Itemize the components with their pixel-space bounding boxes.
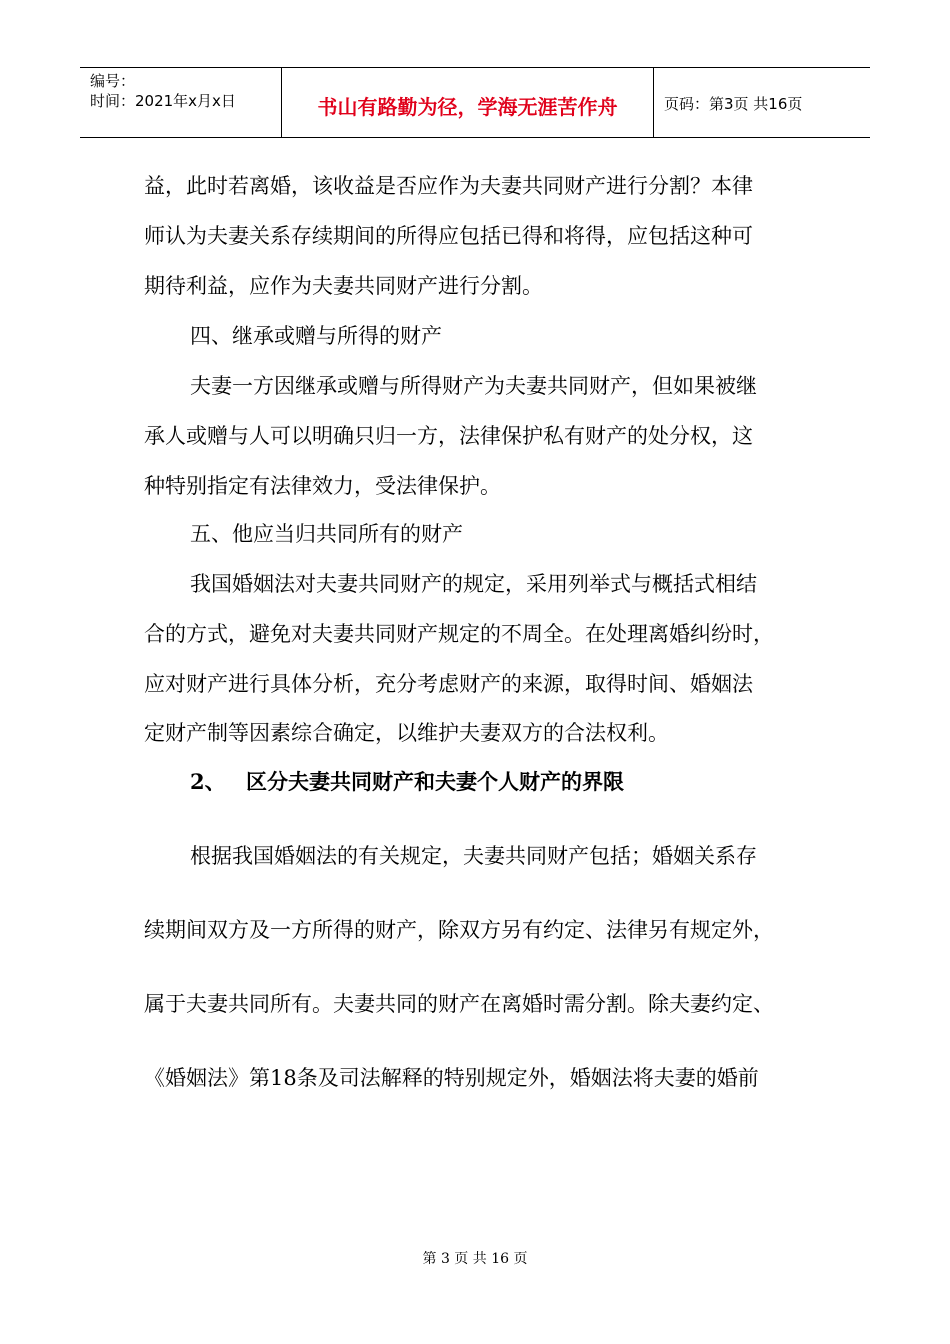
paragraph-line: 合的方式，避免对夫妻共同财产规定的不周全。在处理离婚纠纷时， <box>144 622 774 646</box>
header-meta-cell <box>80 68 282 137</box>
paragraph-line: 属于夫妻共同所有。夫妻共同的财产在离婚时需分割。除夫妻约定、 <box>144 992 774 1016</box>
document-id-label: 编号： <box>90 72 136 90</box>
paragraph-line: 师认为夫妻关系存续期间的所得应包括已得和将得，应包括这种可 <box>144 224 753 248</box>
paragraph-line: 夫妻一方因继承或赠与所得财产为夫妻共同财产，但如果被继 <box>190 374 757 398</box>
paragraph-line: 承人或赠与人可以明确只归一方，法律保护私有财产的处分权，这 <box>144 424 753 448</box>
header-motto-cell <box>282 68 654 137</box>
section-heading: 五、他应当归共同所有的财产 <box>190 522 463 546</box>
header-page-info: 页码：第3页 共16页 <box>664 95 803 113</box>
document-time-label: 时间：2021年x月x日 <box>90 92 236 110</box>
paragraph-line: 期待利益，应作为夫妻共同财产进行分割。 <box>144 274 543 298</box>
page-footer: 第 3 页 共 16 页 <box>422 1251 528 1267</box>
paragraph-line: 我国婚姻法对夫妻共同财产的规定，采用列举式与概括式相结 <box>190 572 757 596</box>
page-header <box>80 67 870 138</box>
header-motto: 书山有路勤为径，学海无涯苦作舟 <box>317 95 618 119</box>
paragraph-line: 应对财产进行具体分析，充分考虑财产的来源，取得时间、婚姻法 <box>144 672 753 696</box>
section-heading: 四、继承或赠与所得的财产 <box>190 324 442 348</box>
paragraph-line: 种特别指定有法律效力，受法律保护。 <box>144 474 501 498</box>
paragraph-line: 根据我国婚姻法的有关规定，夫妻共同财产包括；婚姻关系存 <box>190 844 757 868</box>
paragraph-line: 《婚姻法》第18条及司法解释的特别规定外，婚姻法将夫妻的婚前 <box>144 1066 759 1090</box>
paragraph-line: 续期间双方及一方所得的财产，除双方另有约定、法律另有规定外， <box>144 918 774 942</box>
paragraph-line: 定财产制等因素综合确定，以维护夫妻双方的合法权利。 <box>144 721 669 745</box>
paragraph-line: 益，此时若离婚，该收益是否应作为夫妻共同财产进行分割？本律 <box>144 174 753 198</box>
subsection-heading <box>190 768 624 796</box>
header-page-cell <box>654 68 870 137</box>
subsection-title: 区分夫妻共同财产和夫妻个人财产的界限 <box>246 769 624 794</box>
subsection-number: 2、 <box>190 769 226 794</box>
